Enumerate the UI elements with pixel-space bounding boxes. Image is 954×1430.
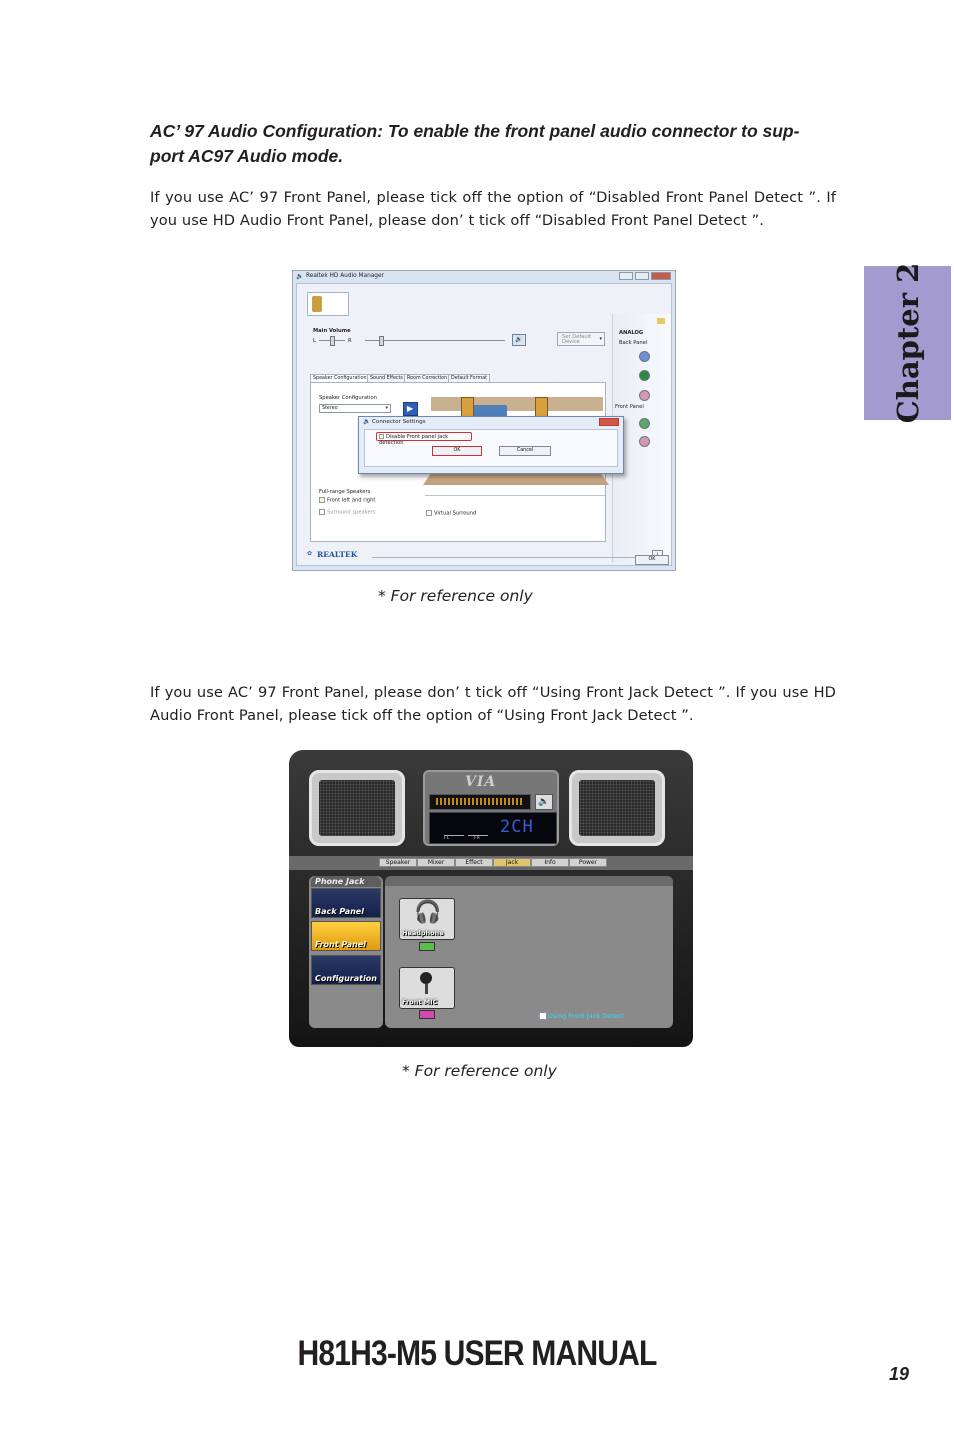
folder-icon[interactable] (657, 318, 665, 324)
full-range-label: Full-range Speakers (319, 489, 371, 495)
green-plug-icon (419, 942, 435, 951)
disable-jack-detection-option[interactable] (376, 432, 472, 446)
realtek-crab-icon: ✿ (307, 550, 313, 557)
left-speaker-graphic (461, 397, 474, 417)
speaker-config-select[interactable] (319, 404, 391, 413)
footer-divider (372, 557, 644, 558)
chapter-tab (864, 262, 951, 424)
virtual-surround-option[interactable] (426, 510, 476, 517)
back-panel-button[interactable] (311, 888, 381, 918)
paragraph-front-jack-detect: If you use AC’ 97 Front Panel, please don’ t tick off “Using Front Jack Detect ”. If you use HD Audio Front Panel, please tick off the option of “Using Front Jack Detect ”. (150, 684, 836, 724)
front-lr-label: Front left and right (327, 497, 376, 504)
dialog-cancel-button[interactable]: Cancel (499, 446, 551, 456)
window-controls (619, 272, 671, 280)
level-meter (429, 794, 531, 810)
back-panel-label: Back Panel (619, 340, 648, 346)
paragraph-disable-front-panel-detect: If you use AC’ 97 Front Panel, please tick off the option of “Disabled Front Panel Detect ”. If you use HD Audio Front Panel, please don’ t tick off “Disabled Front Panel Detect ”. (150, 189, 836, 229)
minimize-button[interactable] (619, 272, 633, 280)
front-jack-detect-option[interactable] (539, 1012, 624, 1020)
analog-label: ANALOG (619, 330, 644, 336)
configuration-button[interactable] (311, 955, 381, 985)
tab-mixer[interactable]: Mixer (417, 858, 455, 867)
tab-power[interactable]: Power (569, 858, 607, 867)
dialog-close-button[interactable] (599, 418, 619, 426)
speaker-icon: 🔈 (363, 418, 371, 425)
front-panel-label: Front Panel (615, 404, 644, 410)
headphone-label: Headphone (402, 929, 444, 937)
fl-label: FL (444, 836, 450, 841)
right-speaker-graphic (535, 397, 548, 417)
caption-realtek: * For reference only (378, 587, 533, 605)
fr-label: FR (474, 836, 480, 841)
tab-default-format[interactable]: Default Format (448, 374, 490, 383)
surround-checkbox[interactable] (319, 509, 325, 515)
front-mic-label: Front MIC (402, 998, 438, 1006)
tab-sound-effects[interactable]: Sound Effects (367, 374, 406, 383)
back-jack-green[interactable] (639, 370, 650, 381)
volume-left-label: L (313, 338, 316, 344)
set-default-device-button[interactable] (557, 332, 605, 346)
front-jack-green[interactable] (639, 418, 650, 429)
speaker-config-value: Stereo (322, 406, 338, 411)
channel-display (429, 812, 557, 844)
realtek-body (296, 283, 672, 566)
manual-title: H81H3-M5 USER MANUAL (297, 1334, 657, 1373)
via-logo: VIA (465, 774, 497, 790)
close-button[interactable] (651, 272, 671, 280)
realtek-logo: REALTEK (317, 550, 358, 559)
speaker-volume-icon[interactable]: 🔈 (535, 794, 553, 810)
ok-button[interactable]: OK (635, 555, 669, 565)
virtual-surround-checkbox[interactable] (426, 510, 432, 516)
front-mic-device[interactable] (399, 967, 455, 1009)
left-speaker-grill (309, 770, 405, 846)
front-jack-pink[interactable] (639, 436, 650, 447)
tab-jack[interactable]: Jack (493, 858, 531, 867)
connector-settings-dialog (358, 416, 624, 474)
balance-thumb[interactable] (330, 336, 335, 346)
front-panel-label: Front Panel (315, 940, 366, 949)
speaker-icon: 🔈 (296, 273, 304, 280)
back-jack-pink[interactable] (639, 390, 650, 401)
dialog-ok-button[interactable]: OK (432, 446, 482, 456)
phone-jack-title: Phone Jack (311, 876, 381, 887)
dialog-content (364, 429, 618, 467)
device-tab-speakers[interactable] (307, 292, 349, 316)
tab-speaker-configuration[interactable]: Speaker Configuration (310, 374, 370, 383)
via-tab-bar (379, 858, 607, 867)
phone-jack-sidebar (309, 876, 383, 1028)
realtek-window-title: Realtek HD Audio Manager (306, 273, 384, 279)
tab-info[interactable]: Info (531, 858, 569, 867)
volume-thumb[interactable] (379, 336, 384, 346)
front-lr-option[interactable] (319, 497, 375, 504)
front-lr-checkbox[interactable] (319, 497, 325, 503)
realtek-screenshot (292, 270, 676, 571)
main-volume-label: Main Volume (313, 328, 351, 334)
chevron-down-icon: ▾ (599, 336, 602, 342)
disable-jack-detection-checkbox[interactable] (379, 434, 384, 439)
chapter-label: Chapter 2 (890, 262, 925, 424)
pink-plug-icon (419, 1010, 435, 1019)
room-wall (431, 397, 603, 411)
back-panel-label: Back Panel (315, 907, 364, 916)
mute-button[interactable]: 🔊 (512, 334, 526, 346)
channel-readout: 2CH (500, 817, 534, 837)
play-icon: ▶ (407, 404, 414, 413)
via-display (423, 770, 559, 846)
volume-slider[interactable] (365, 340, 505, 341)
chevron-down-icon: ▾ (385, 406, 388, 411)
section-heading: AC’ 97 Audio Configuration: To enable the front panel audio connector to sup- port AC97 Audio mode. (150, 121, 800, 166)
dialog-title: Connector Settings (372, 419, 426, 425)
surround-option[interactable] (319, 509, 376, 516)
tab-effect[interactable]: Effect (455, 858, 493, 867)
virtual-surround-label: Virtual Surround (434, 510, 477, 517)
front-panel-button[interactable] (311, 921, 381, 951)
speaker-device-icon (312, 296, 322, 312)
volume-right-label: R (348, 338, 352, 344)
maximize-button[interactable] (635, 272, 649, 280)
caption-via: * For reference only (402, 1062, 557, 1080)
microphone-icon (420, 972, 432, 984)
set-default-label: Set Default Device (562, 334, 592, 345)
tab-room-correction[interactable]: Room Correction (404, 374, 450, 383)
surround-label: Surround speakers (327, 509, 376, 516)
via-screenshot (289, 750, 693, 1047)
front-jack-detect-label: Using Front Jack Detect (548, 1012, 624, 1020)
headphone-icon: 🎧 (414, 900, 442, 925)
headphone-device[interactable] (399, 898, 455, 940)
tab-speaker[interactable]: Speaker (379, 858, 417, 867)
configuration-label: Configuration (315, 974, 377, 983)
play-test-button[interactable] (403, 402, 418, 416)
disable-jack-detection-label: Disable Front panel jack detection (379, 434, 449, 446)
right-speaker-grill (569, 770, 665, 846)
page-number: 19 (889, 1364, 910, 1384)
front-jack-detect-checkbox[interactable] (539, 1012, 547, 1020)
back-jack-blue[interactable] (639, 351, 650, 362)
speaker-config-label: Speaker Configuration (319, 395, 377, 401)
jack-content-panel (385, 876, 673, 1028)
divider (425, 495, 605, 496)
